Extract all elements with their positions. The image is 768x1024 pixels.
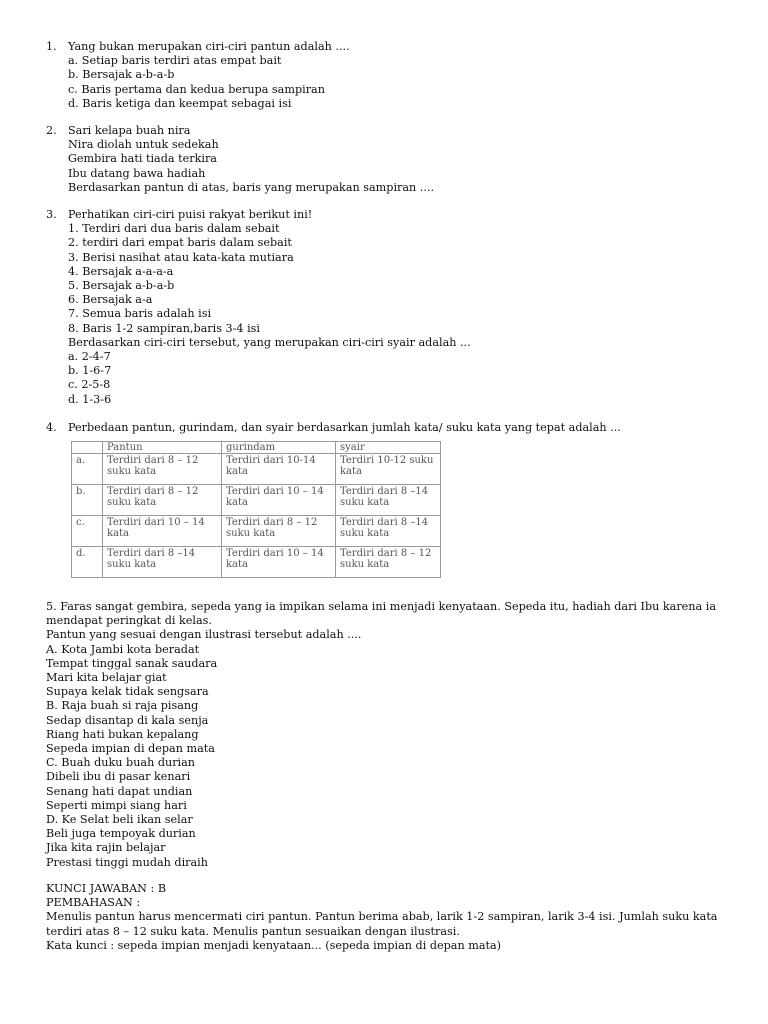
- pantun-line: Seperti mimpi siang hari: [46, 798, 187, 812]
- pantun-line: Sari kelapa buah nira: [68, 124, 191, 137]
- question-text: 5. Faras sangat gembira, sepeda yang ia impikan selama ini menjadi kenyataan. Sepeda itu, hadiah dari Ibu karena ia mendapat peringkat di kelas.: [46, 600, 716, 628]
- pantun-line: Jika kita rajin belajar: [46, 841, 166, 855]
- option-a: A. Kota Jambi kota beradat: [46, 642, 200, 656]
- table-cell: Terdiri dari 8 – 12 suku kata: [103, 485, 222, 516]
- option-d: d. 1-3-6: [68, 392, 112, 406]
- table-cell: Terdiri dari 8 –14 suku kata: [336, 516, 441, 547]
- table-cell: Terdiri dari 8 – 12 suku kata: [103, 454, 222, 485]
- table-header: syair: [336, 442, 441, 454]
- table-header-row: [72, 442, 441, 454]
- pantun-line: Tempat tinggal sanak saudara: [46, 656, 218, 670]
- pantun-line: Beli juga tempoyak durian: [46, 827, 196, 841]
- option-c: C. Buah duku buah durian: [46, 756, 196, 770]
- option-a: a. 2-4-7: [68, 350, 111, 364]
- option-b: B. Raja buah si raja pisang: [46, 699, 199, 713]
- question-text: Berdasarkan ciri-ciri tersebut, yang merupakan ciri-ciri syair adalah ...: [68, 335, 471, 349]
- pantun-line: Gembira hati tiada terkira: [68, 152, 217, 166]
- question-number: 3.: [46, 208, 57, 221]
- table-row: [72, 454, 441, 485]
- option-d: D. Ke Selat beli ikan selar: [46, 813, 193, 827]
- pantun-line: Supaya kelak tidak sengsara: [46, 685, 209, 699]
- list-item: 5. Bersajak a-b-a-b: [68, 279, 175, 293]
- pantun-line: Senang hati dapat undian: [46, 784, 193, 798]
- list-item: 8. Baris 1-2 sampiran,baris 3-4 isi: [68, 321, 260, 335]
- table-cell: Terdiri dari 8 – 12 suku kata: [336, 547, 441, 578]
- question-5: [46, 600, 736, 870]
- question-2: [46, 124, 746, 195]
- table-cell: Terdiri dari 8 –14 suku kata: [103, 547, 222, 578]
- pantun-line: Riang hati bukan kepalang: [46, 727, 199, 741]
- question-4: [46, 421, 746, 435]
- table-cell: Terdiri 10-12 suku kata: [336, 454, 441, 485]
- table-cell: Terdiri dari 10 – 14 kata: [222, 547, 336, 578]
- question-number: 1.: [46, 40, 57, 53]
- pantun-line: Sedap disantap di kala senja: [46, 713, 209, 727]
- table-cell: a.: [72, 454, 103, 485]
- table-cell: d.: [72, 547, 103, 578]
- list-item: 2. terdiri dari empat baris dalam sebait: [68, 236, 292, 250]
- list-item: 6. Bersajak a-a: [68, 293, 153, 307]
- pantun-line: Nira diolah untuk sedekah: [68, 138, 219, 152]
- option-c: c. 2-5-8: [68, 378, 111, 392]
- table-cell: Terdiri dari 10-14 kata: [222, 454, 336, 485]
- table-cell: Terdiri dari 10 – 14 kata: [103, 516, 222, 547]
- pantun-line: Ibu datang bawa hadiah: [68, 166, 206, 180]
- list-item: 7. Semua baris adalah isi: [68, 307, 212, 321]
- question-text: Perhatikan ciri-ciri puisi rakyat berikut ini!: [68, 208, 313, 221]
- table-cell: Terdiri dari 8 – 12 suku kata: [222, 516, 336, 547]
- list-item: 4. Bersajak a-a-a-a: [68, 264, 174, 278]
- table-cell: b.: [72, 485, 103, 516]
- table-row: [72, 485, 441, 516]
- pantun-line: Dibeli ibu di pasar kenari: [46, 770, 191, 784]
- question-3: [46, 208, 746, 407]
- option-d: d. Baris ketiga dan keempat sebagai isi: [68, 96, 292, 110]
- question-text: Pantun yang sesuai dengan ilustrasi tersebut adalah ....: [46, 628, 362, 642]
- question-number: 4.: [46, 421, 57, 434]
- option-a: a. Setiap baris terdiri atas empat bait: [68, 54, 282, 68]
- options-table: [71, 441, 441, 578]
- option-b: b. 1-6-7: [68, 364, 112, 378]
- pantun-line: Prestasi tinggi mudah diraih: [46, 855, 208, 869]
- keyword-text: Kata kunci : sepeda impian menjadi kenyataan... (sepeda impian di depan mata): [46, 938, 502, 952]
- table-header: gurindam: [222, 442, 336, 454]
- question-number: 2.: [46, 124, 57, 137]
- table-header: Pantun: [103, 442, 222, 454]
- pantun-line: Mari kita belajar giat: [46, 671, 167, 685]
- question-text: Perbedaan pantun, gurindam, dan syair berdasarkan jumlah kata/ suku kata yang tepat adalah ...: [68, 421, 621, 434]
- answer-section: [46, 882, 736, 953]
- answer-key: KUNCI JAWABAN : B: [46, 882, 167, 895]
- question-text: Yang bukan merupakan ciri-ciri pantun adalah ....: [68, 40, 350, 53]
- table-row: [72, 547, 441, 578]
- option-c: c. Baris pertama dan kedua berupa sampiran: [68, 82, 325, 96]
- table-cell: c.: [72, 516, 103, 547]
- table-header: [72, 442, 103, 454]
- explanation-text: Menulis pantun harus mencermati ciri pantun. Pantun berima abab, larik 1-2 sampiran, larik 3-4 isi. Jumlah suku kata terdiri atas 8 – 12 suku kata. Menulis pantun sesuaikan dengan ilustrasi.: [46, 910, 718, 938]
- table-cell: Terdiri dari 8 –14 suku kata: [336, 485, 441, 516]
- pantun-line: Sepeda impian di depan mata: [46, 742, 215, 756]
- explanation-heading: PEMBAHASAN :: [46, 896, 141, 910]
- table-row: [72, 516, 441, 547]
- table-cell: Terdiri dari 10 – 14 kata: [222, 485, 336, 516]
- list-item: 1. Terdiri dari dua baris dalam sebait: [68, 222, 280, 236]
- option-b: b. Bersajak a-b-a-b: [68, 68, 175, 82]
- question-text: Berdasarkan pantun di atas, baris yang merupakan sampiran ....: [68, 180, 435, 194]
- question-1: [46, 40, 746, 111]
- list-item: 3. Berisi nasihat atau kata-kata mutiara: [68, 250, 294, 264]
